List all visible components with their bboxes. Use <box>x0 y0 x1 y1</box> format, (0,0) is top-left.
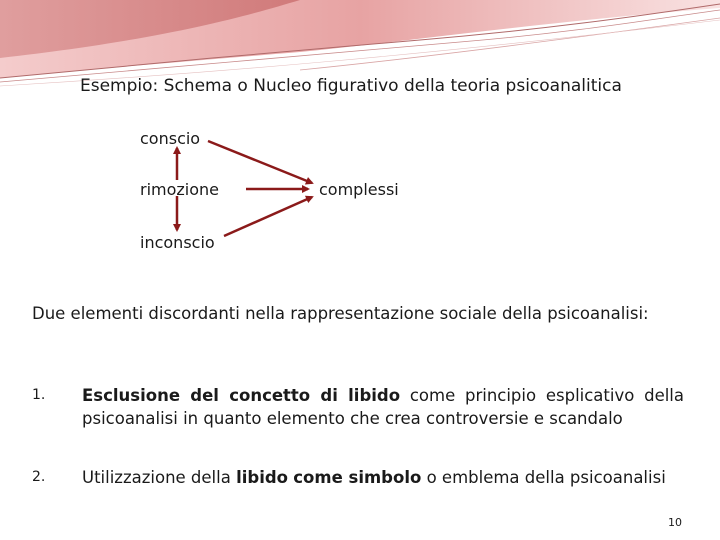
list-item <box>32 384 684 430</box>
node-inconscio: inconscio <box>140 233 215 252</box>
list-item-bold-text: libido <box>236 468 289 487</box>
arrow-conscio-to-complessi <box>208 141 312 183</box>
intro-paragraph: Due elementi discordanti nella rappresentazione sociale della psicoanalisi: <box>32 304 649 323</box>
page-number: 10 <box>668 516 682 529</box>
node-rimozione: rimozione <box>140 180 220 199</box>
list-item <box>32 466 684 489</box>
arrow-inconscio-to-complessi <box>224 197 312 236</box>
list-item-number: 2. <box>32 469 46 485</box>
node-complessi: complessi <box>319 180 399 199</box>
list-item-text-part: o emblema della psicoanalisi <box>421 468 666 487</box>
list-item-rest-text: come principio esplicativo della psicoanalisi in quanto elemento che crea controversie e scandalo <box>82 386 684 428</box>
list-item-bold-text: Esclusione del concetto di libido <box>82 386 401 405</box>
list-item-text <box>82 384 684 430</box>
slide-title: Esempio: Schema o Nucleo figurativo della teoria psicoanalitica <box>80 76 622 96</box>
list-item-bold-text: come simbolo <box>293 468 422 487</box>
node-conscio: conscio <box>140 129 201 148</box>
list-item-text <box>82 466 684 489</box>
list-item-number: 1. <box>32 387 46 403</box>
list-item-text-part: Utilizzazione della <box>82 468 237 487</box>
